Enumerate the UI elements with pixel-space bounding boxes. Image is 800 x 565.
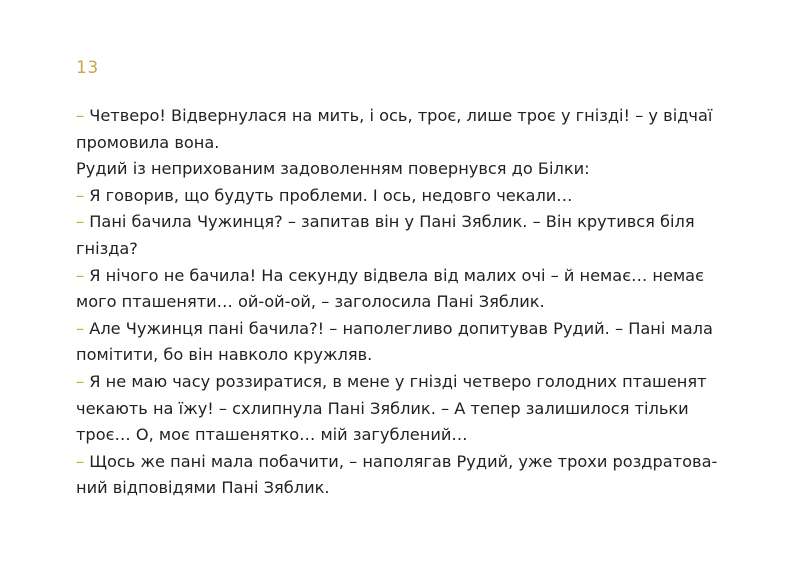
dialogue-dash: – xyxy=(76,265,85,285)
text-line-content: Я нічого не бачила! На секунду відвела від малих очі – й немає… немає xyxy=(84,265,704,285)
text-line xyxy=(76,130,736,157)
text-line-content: Пані бачила Чужинця? – запитав він у Пані Зяблик. – Він крутився біля xyxy=(84,212,695,232)
text-line xyxy=(76,236,736,263)
page-number: 13 xyxy=(76,58,99,78)
dialogue-dash: – xyxy=(76,451,85,471)
text-line-content: гнізда? xyxy=(76,238,138,258)
body-text xyxy=(76,103,736,502)
text-line-content: троє… О, моє пташенятко… мій загублений… xyxy=(76,425,468,445)
dialogue-dash: – xyxy=(76,185,85,205)
text-line xyxy=(76,156,736,183)
text-line xyxy=(76,316,736,343)
text-line-content: ний відповідями Пані Зяблик. xyxy=(76,478,330,498)
dialogue-dash: – xyxy=(76,212,85,232)
text-line xyxy=(76,475,736,502)
text-line-content: промовила вона. xyxy=(76,132,220,152)
text-line xyxy=(76,449,736,476)
text-line-content: Четверо! Відвернулася на мить, і ось, троє, лише троє у гнізді! – у відчаї xyxy=(84,106,713,125)
text-line-content: мого пташеняти… ой-ой-ой, – заголосила Пані Зяблик. xyxy=(76,292,545,312)
text-line-content: Рудий із неприхованим задоволенням повернувся до Білки: xyxy=(76,159,590,179)
text-line xyxy=(76,342,736,369)
text-line-content: Я не маю часу роззиратися, в мене у гнізді четверо голодних пташенят xyxy=(84,371,707,391)
text-line xyxy=(76,369,736,396)
text-line-content: помітити, бо він навколо кружляв. xyxy=(76,345,373,365)
text-line-content: Щось же пані мала побачити, – наполягав Рудий, уже трохи роздратова- xyxy=(84,451,718,471)
text-line xyxy=(76,396,736,423)
text-line xyxy=(76,422,736,449)
dialogue-dash: – xyxy=(76,371,85,391)
text-line xyxy=(76,209,736,236)
text-line-content: чекають на їжу! – схлипнула Пані Зяблик. – А тепер залишилося тільки xyxy=(76,398,689,418)
text-line-content: Але Чужинця пані бачила?! – наполегливо допитував Рудий. – Пані мала xyxy=(84,318,713,338)
dialogue-dash: – xyxy=(76,318,85,338)
text-line xyxy=(76,183,736,210)
text-line xyxy=(76,289,736,316)
dialogue-dash: – xyxy=(76,106,85,125)
text-line xyxy=(76,263,736,290)
text-line-content: Я говорив, що будуть проблеми. І ось, недовго чекали… xyxy=(84,185,573,205)
text-line xyxy=(76,103,736,130)
